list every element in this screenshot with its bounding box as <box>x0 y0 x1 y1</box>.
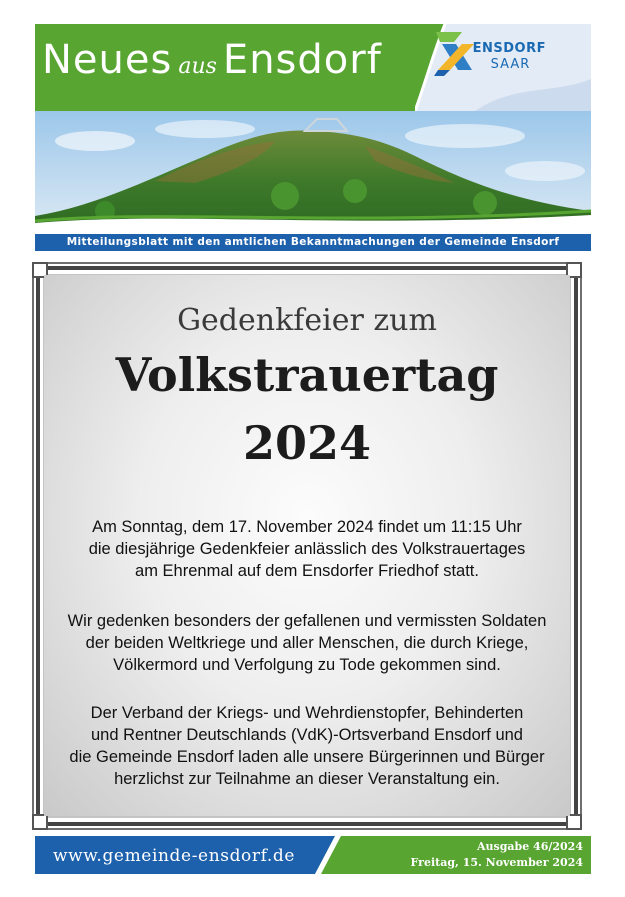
notice-paragraph-2 <box>44 610 570 676</box>
title-word-aus: aus <box>178 54 217 79</box>
paragraph-1-line: Am Sonntag, dem 17. November 2024 findet um 11:15 Uhr <box>92 518 522 536</box>
issue-number: Ausgabe 46/2024 <box>476 840 583 853</box>
notice-heading-line2: Volkstrauertag <box>115 348 499 402</box>
paragraph-2-line: Wir gedenken besonders der gefallenen und vermissten Soldaten <box>67 612 547 630</box>
logo-line-ensdorf: ENSDORF <box>472 41 546 56</box>
logo-line-saar: SAAR <box>490 57 531 72</box>
header-photo-hill <box>35 111 591 230</box>
paragraph-2-line: der beiden Weltkriege und aller Menschen, die durch Kriege, <box>85 634 529 652</box>
paragraph-3-line: Der Verband der Kriegs- und Wehrdienstopfer, Behinderten <box>90 704 524 722</box>
notice-paragraph-3 <box>44 702 570 790</box>
paragraph-1-line: die diesjährige Gedenkfeier anlässlich des Volkstrauertages <box>88 540 526 558</box>
title-word-ensdorf: Ensdorf <box>222 37 382 83</box>
logo-wordmark <box>473 42 546 71</box>
subtitle-bar: Mitteilungsblatt mit den amtlichen Bekanntmachungen der Gemeinde Ensdorf <box>35 234 591 251</box>
issue-date: Freitag, 15. November 2024 <box>410 856 583 869</box>
title-word-neues: Neues <box>42 37 173 83</box>
paragraph-3-line: und Rentner Deutschlands (VdK)-Ortsverband Ensdorf und <box>91 726 523 744</box>
paragraph-1-line: am Ehrenmal auf dem Ensdorfer Friedhof statt. <box>135 562 479 580</box>
website-link[interactable]: www.gemeinde-ensdorf.de <box>53 846 296 866</box>
issue-info <box>411 839 583 871</box>
footer <box>35 836 591 874</box>
masthead-title <box>42 37 382 83</box>
notice-heading-year: 2024 <box>242 416 372 470</box>
paragraph-2-line: Völkermord und Verfolgung zu Tode gekommen sind. <box>113 656 501 674</box>
paragraph-3-line: die Gemeinde Ensdorf laden alle unsere Bürgerinnen und Bürger <box>69 748 545 766</box>
hill-illustration <box>35 111 591 230</box>
paragraph-3-line: herzlichst zur Teilnahme an dieser Veranstaltung ein. <box>114 770 500 788</box>
notice-heading-line1: Gedenkfeier zum <box>177 303 437 338</box>
ensdorf-logo <box>432 24 556 84</box>
notice-paragraph-1 <box>44 516 570 582</box>
